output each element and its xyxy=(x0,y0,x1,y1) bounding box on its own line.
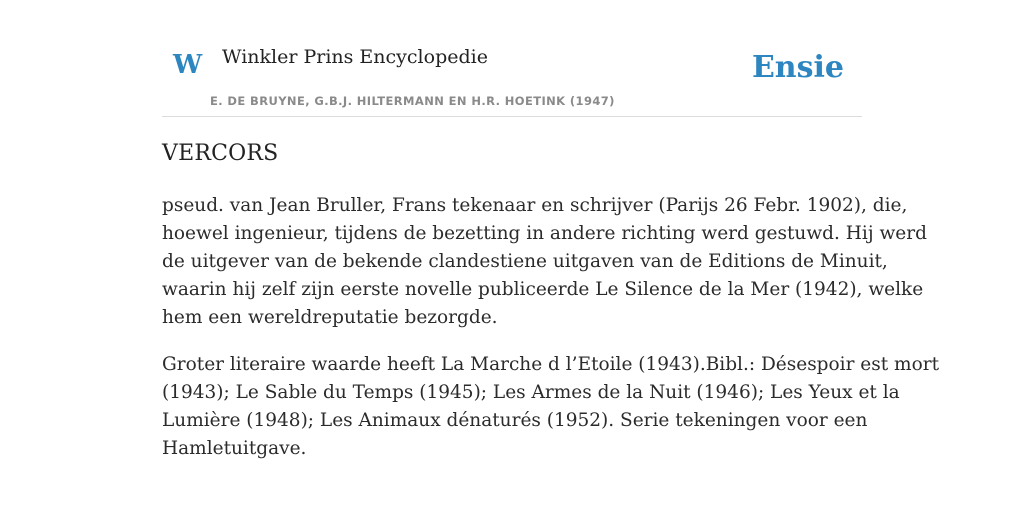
winkler-prins-logo[interactable]: W xyxy=(173,50,203,80)
paragraph-line: Hamletuitgave. xyxy=(162,438,307,459)
paragraph-line: (1943); Le Sable du Temps (1945); Les Armes de la Nuit (1946); Les Yeux et la xyxy=(162,382,900,403)
encyclopedia-authors: E. DE BRUYNE, G.B.J. HILTERMANN EN H.R. HOETINK (1947) xyxy=(210,94,615,108)
paragraph-line: hem een wereldreputatie bezorgde. xyxy=(162,307,498,328)
paragraph-line: Lumière (1948); Les Animaux dénaturés (1952). Serie tekeningen voor een xyxy=(162,410,868,431)
entry-headword: VERCORS xyxy=(162,141,279,166)
site-header xyxy=(162,0,862,117)
ensie-logo[interactable]: Ensie xyxy=(751,50,844,85)
paragraph-line: waarin hij zelf zijn eerste novelle publiceerde Le Silence de la Mer (1942), welke xyxy=(162,279,924,300)
encyclopedia-title[interactable]: Winkler Prins Encyclopedie xyxy=(222,46,488,68)
entry-paragraph-1 xyxy=(162,192,927,332)
paragraph-line: de uitgever van de bekende clandestiene uitgaven van de Editions de Minuit, xyxy=(162,251,888,272)
paragraph-line: Groter literaire waarde heeft La Marche d l’Etoile (1943).Bibl.: Désespoir est mort xyxy=(162,354,940,375)
paragraph-line: pseud. van Jean Bruller, Frans tekenaar en schrijver (Parijs 26 Febr. 1902), die, xyxy=(162,195,908,216)
entry-paragraph-2 xyxy=(162,351,940,463)
paragraph-line: hoewel ingenieur, tijdens de bezetting in andere richting werd gestuwd. Hij werd xyxy=(162,223,927,244)
